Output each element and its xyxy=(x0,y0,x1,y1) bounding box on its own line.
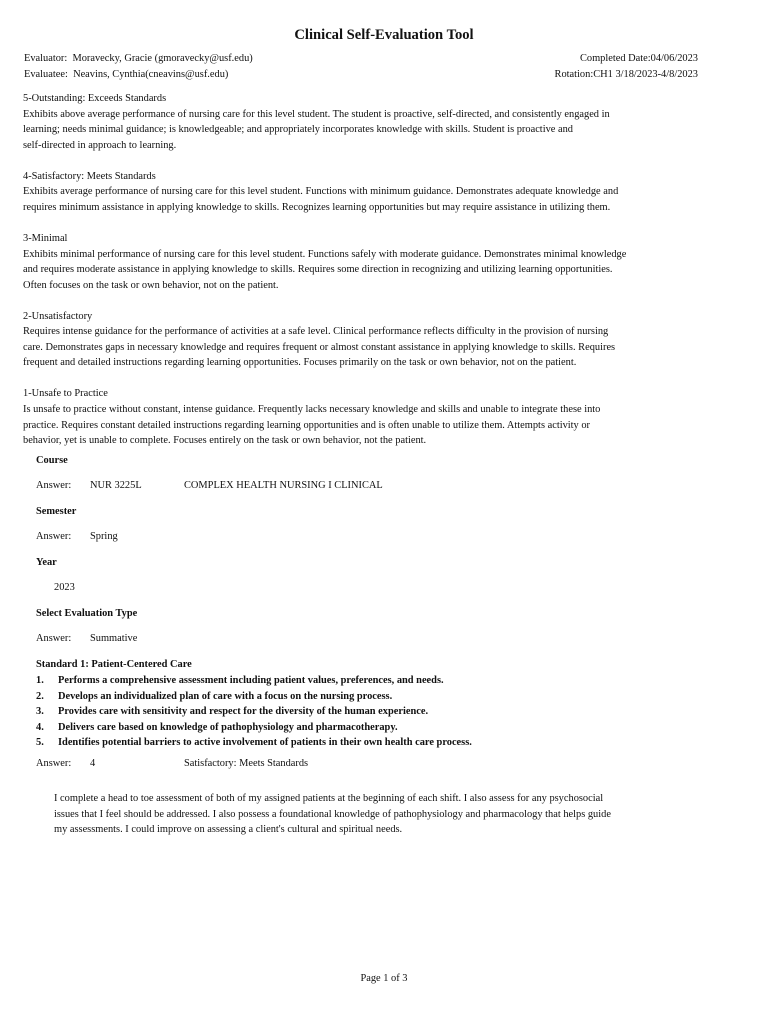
answer-label: Answer: xyxy=(36,633,72,644)
rating-level-5 xyxy=(23,91,683,153)
year-question: Year xyxy=(36,557,57,568)
rotation-label: Rotation: xyxy=(554,69,594,80)
semester-value: Spring xyxy=(90,531,118,542)
list-item: 2. Develops an individualized plan of care with a focus on the nursing process. xyxy=(36,690,393,702)
rating-heading: 2-Unsatisfactory xyxy=(23,310,93,322)
rating-level-3 xyxy=(23,231,683,293)
rating-description: Requires intense guidance for the performance of activities at a safe level. Clinical performance reflects difficulty in the provision of nursing care. Demonstrates gaps in necessary knowledge and requires frequent or almost constant assistance in applying knowledge to skills. Requires frequent and detailed instructions regarding learning opportunities. Focuses primarily on the task or own behavior, not on the patient. xyxy=(23,326,616,369)
rating-description: Is unsafe to practice without constant, intense guidance. Frequently lacks necessary knowledge and skills and unable to integrate these into practice. Requires constant detailed instructions regarding learning opportunities and is often unable to utilize them. Attempts activity or behavior, yet is unable to complete. Focuses entirely on the task or own behavior, not the patient. xyxy=(23,404,601,447)
rotation-value: CH1 3/18/2023-4/8/2023 xyxy=(593,69,698,80)
semester-question: Semester xyxy=(36,506,77,517)
list-item: 3. Provides care with sensitivity and respect for the diversity of the human experience. xyxy=(36,706,429,718)
standard-1-criteria xyxy=(36,673,696,751)
rating-heading: 5-Outstanding: Exceeds Standards xyxy=(23,93,167,104)
list-item: 1. Performs a comprehensive assessment including patient values, preferences, and needs. xyxy=(36,675,444,686)
evaluatee-value: Neavins, Cynthia(cneavins@usf.edu) xyxy=(73,69,229,80)
rating-level-1 xyxy=(23,386,683,448)
evaluation-type-question: Select Evaluation Type xyxy=(36,608,138,619)
rating-level-2 xyxy=(23,309,683,371)
semester-answer xyxy=(36,529,696,545)
standard-1-score: 4 xyxy=(90,757,96,769)
evaluator-row xyxy=(24,51,698,67)
page-number: Page 1 of 3 xyxy=(360,973,408,984)
rating-description: Exhibits average performance of nursing care for this level student. Functions with minimum guidance. Demonstrates adequate knowledge and requires minimum assistance in applying knowledge to skills. Recognizes learning opportunities but may require assistance in utilizing them. xyxy=(23,186,619,213)
rating-scale-legend xyxy=(23,91,683,464)
standard-1-heading: Standard 1: Patient-Centered Care xyxy=(36,659,192,670)
completed-date-label: Completed Date: xyxy=(579,53,651,64)
list-item: 4. Delivers care based on knowledge of pathophysiology and pharmacotherapy. xyxy=(36,721,398,733)
document-title: Clinical Self-Evaluation Tool xyxy=(294,27,474,43)
rating-heading: 4-Satisfactory: Meets Standards xyxy=(23,170,156,182)
evaluator-value: Moravecky, Gracie (gmoravecky@usf.edu) xyxy=(72,53,253,64)
evaluation-type-value: Summative xyxy=(90,633,138,644)
course-code: NUR 3225L xyxy=(90,480,142,491)
rating-heading: 3-Minimal xyxy=(23,232,68,244)
evaluation-fields xyxy=(36,453,696,772)
rating-description: Exhibits minimal performance of nursing care for this level student. Functions safely with moderate guidance. Demonstrates minimal knowledge and requires moderate assistance in applying knowledge to skills. Requires some direction in recognizing and utilizing learning opportunities. Often focuses on the task or own behavior, not on the patient. xyxy=(23,248,627,291)
evaluatee-row xyxy=(24,67,698,83)
evaluator-label: Evaluator: xyxy=(24,53,68,64)
course-name: COMPLEX HEALTH NURSING I CLINICAL xyxy=(184,480,383,491)
answer-label: Answer: xyxy=(36,531,72,542)
rating-heading: 1-Unsafe to Practice xyxy=(23,388,108,400)
course-question: Course xyxy=(36,455,68,466)
rating-level-4 xyxy=(23,169,683,216)
standard-1-comment: I complete a head to toe assessment of both of my assigned patients at the beginning of each shift. I also assess for any psychosocial issues that I feel should be addressed. I also possess a foundational knowledge of pathophysiology and pharmacology that helps guide my assessments. I could improve on assessing a client's cultural and spiritual needs. xyxy=(54,793,611,836)
answer-label: Answer: xyxy=(36,757,72,769)
year-value: 2023 xyxy=(54,582,75,593)
answer-label: Answer: xyxy=(36,480,72,491)
completed-date-value: 04/06/2023 xyxy=(650,53,698,64)
evaluatee-label: Evaluatee: xyxy=(24,69,68,80)
standard-1-score-text: Satisfactory: Meets Standards xyxy=(184,757,309,769)
evaluation-type-answer xyxy=(36,631,696,647)
rating-description: Exhibits above average performance of nursing care for this level student. The student is proactive, self-directed, and consistently engaged in learning; needs minimal guidance; is knowledgeable; and appropriately incorporates knowledge with skills. Student is proactive and self-directed in approach to learning. xyxy=(23,108,610,151)
list-item: 5. Identifies potential barriers to active involvement of patients in their own health care process. xyxy=(36,737,472,749)
course-answer xyxy=(36,478,696,494)
standard-1-answer xyxy=(36,756,696,772)
